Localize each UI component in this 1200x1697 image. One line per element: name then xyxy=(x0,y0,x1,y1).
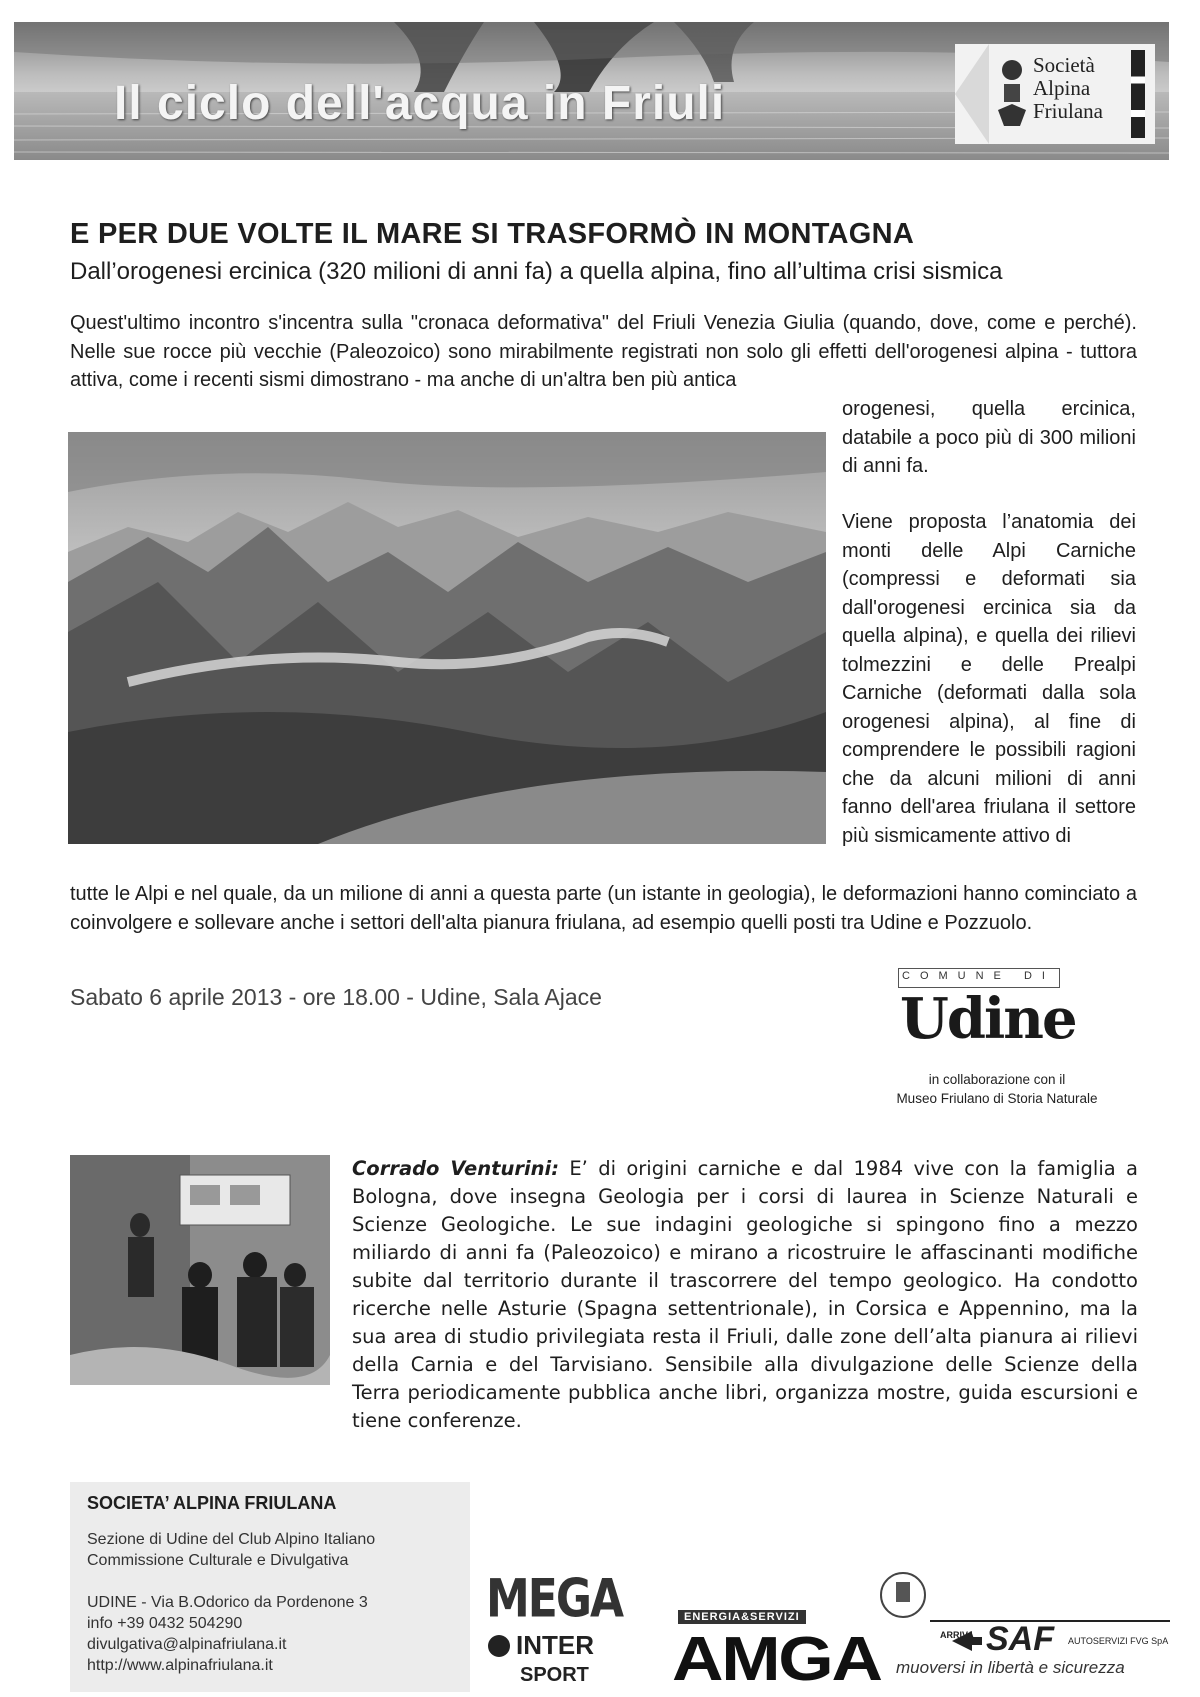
arrow-icon xyxy=(950,1628,984,1654)
saf-logo: ARRIVA SAF AUTOSERVIZI FVG SpA muoversi in libertà e sicurezza xyxy=(878,1570,1170,1682)
comune-udine-logo xyxy=(898,968,1118,1060)
organization-name: SOCIETA’ ALPINA FRIULANA xyxy=(87,1493,337,1513)
email-link[interactable]: divulgativa@alpinafriulana.it xyxy=(87,1636,287,1653)
megainter-sport-logo: MEGA INTER SPORT xyxy=(486,1568,623,1686)
societa-alpina-friulana-logo xyxy=(955,44,1155,144)
mountain-valley-photo xyxy=(68,432,826,844)
side-paragraph: Viene proposta l’anatomia dei monti delle Alpi Carniche (compressi e deformati sia dall'orogenesi ercinica sia da quella alpina), e quella dei rilievi tolmezzini e delle Prealpi Carniche (deformati dalla sola orogenesi alpina), al fine di comprendere le possibili ragioni che da alcuni milioni di anni fanno dell'area friulana il settore più sismicamente attivo di xyxy=(842,511,1136,847)
logo-arrow-shape xyxy=(955,44,989,144)
speaker-bio-text: E’ di origini carniche e dal 1984 vive con la famiglia a Bologna, dove insegna Geologia per i corsi di laurea in Scienze Naturali e Scienze Geologiche. Le sue indagini geologiche si spingono fino a mezzo miliardo di anni fa (Paleozoico) e mirano a ricostruire le affascinanti modifiche subite dal territorio durante il trascorrere del tempo geologico. Ha condotto ricerche nelle Asturie (Spagna settentrionale), in Corsica e Appennino, ma la sua area di studio privilegiata resta il Friuli, dalle zone dell’alta pianura ai rilievi della Carnia e del Tarvisiano. Sensibile alla divulgazione delle Scienze della Terra periodicamente pubblica anche libri, organizza mostre, guida escursioni e tiene conferenze. xyxy=(352,1157,1138,1432)
intro-continuation: orogenesi, quella ercinica, databile a poco più di 300 milioni di anni fa. xyxy=(842,398,1136,477)
bottom-paragraph: tutte le Alpi e nel quale, da un milione di anni a questa parte (un istante in geologia), le deformazioni hanno cominciato a coinvolgere e sollevare anche i settori dell'alta pianura friulana, ad esempio quelli posti tra Udine e Pozzuolo. xyxy=(70,883,1137,934)
intro-paragraph: Quest'ultimo incontro s'incentra sulla "cronaca deformativa" del Friuli Venezia Giulia (quando, dove, come e perché). Nelle sue rocce più vecchie (Paleozoico) sono mirabilmente registrati non solo gli effetti dell'orogenesi alpina - tuttora attiva, come i recenti sismi dimostrano - ma anche di un'altra ben più antica xyxy=(70,312,1137,391)
speaker-bio xyxy=(352,1155,1138,1435)
field-excursion-photo xyxy=(70,1155,330,1385)
comune-name: Udine xyxy=(900,986,1076,1052)
sport-swoosh-icon xyxy=(486,1633,512,1659)
header-banner xyxy=(14,22,1169,160)
organization-subtitle: Sezione di Udine del Club Alpino Italiano Commissione Culturale e Divulgativa xyxy=(87,1531,376,1569)
organization-contacts xyxy=(87,1592,368,1676)
address-line: UDINE - Via B.Odorico da Pordenone 3 xyxy=(87,1594,368,1611)
event-date-line: Sabato 6 aprile 2013 - ore 18.00 - Udine, Sala Ajace xyxy=(70,984,602,1010)
eagle-emblem-icon xyxy=(995,54,1029,134)
provincia-emblem-icon xyxy=(878,1570,928,1624)
logo-stripes xyxy=(1131,50,1145,138)
organization-contact-box xyxy=(70,1482,470,1692)
phone-line: info +39 0432 504290 xyxy=(87,1615,243,1632)
amga-logo: ENERGIA&SERVIZI AMGA xyxy=(672,1611,881,1694)
logo-text: Società Alpina Friulana xyxy=(1033,53,1103,123)
banner-title: Il ciclo dell'acqua in Friuli xyxy=(114,77,726,130)
article-headline: E PER DUE VOLTE IL MARE SI TRASFORMÒ IN MONTAGNA xyxy=(70,218,915,250)
website-link[interactable]: http://www.alpinafriulana.it xyxy=(87,1657,273,1674)
speaker-name: Corrado Venturini: xyxy=(352,1157,560,1180)
article-subheadline: Dall’orogenesi ercinica (320 milioni di anni fa) a quella alpina, fino all’ultima crisi sismica xyxy=(70,258,1003,285)
collaboration-note: in collaborazione con il Museo Friulano di Storia Naturale xyxy=(896,1072,1098,1106)
comune-label: COMUNE DI xyxy=(902,970,1055,982)
